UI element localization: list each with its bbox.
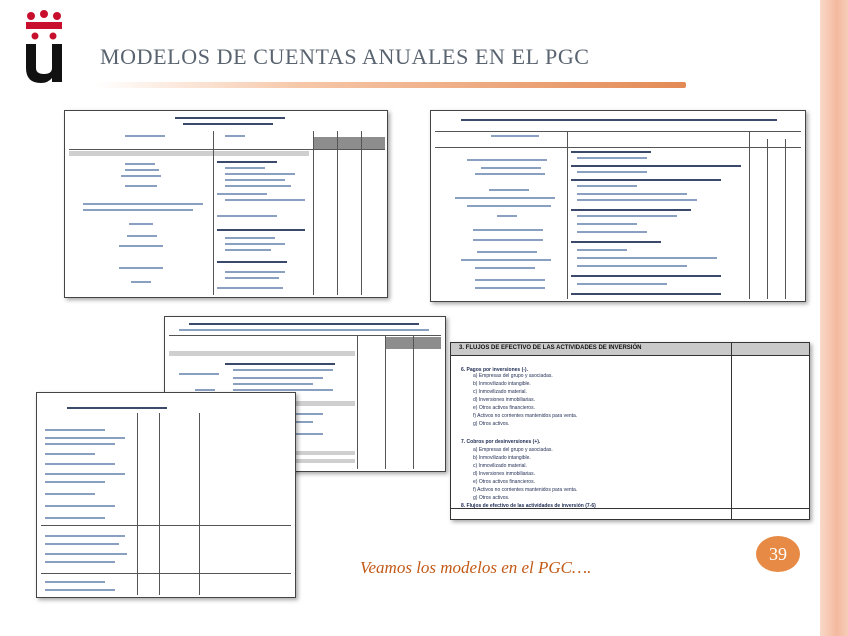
flujos-line: e) Otros activos financieros. [473, 405, 535, 411]
flujos-efectivo-inversion-document [450, 342, 810, 520]
balance-activo-thumbnail [64, 110, 388, 298]
flujos-line: 7. Cobros por desinversiones (+). [461, 439, 541, 445]
decorative-side-band [820, 0, 848, 636]
title-underline [96, 82, 686, 88]
flujos-line: c) Inmovilizado material. [473, 389, 527, 395]
flujos-line: b) Inmovilizado intangible. [473, 381, 531, 387]
flujos-line: 6. Pagos por inversiones (-). [461, 367, 528, 373]
flujos-line: c) Inmovilizado material. [473, 463, 527, 469]
slide-title: MODELOS DE CUENTAS ANUALES EN EL PGC [100, 44, 590, 69]
flujos-line: a) Empresas del grupo y asociadas. [473, 447, 553, 453]
memoria-thumbnail [36, 392, 296, 598]
flujos-line: g) Otros activos. [473, 421, 510, 427]
flujos-line: b) Inmovilizado intangible. [473, 455, 531, 461]
slide-caption: Veamos los modelos en el PGC…. [360, 558, 592, 577]
flujos-line: e) Otros activos financieros. [473, 479, 535, 485]
flujos-line: g) Otros activos. [473, 495, 510, 501]
flujos-line: a) Empresas del grupo y asociadas. [473, 373, 553, 379]
flujos-line: f) Activos no corrientes mantenidos para venta. [473, 487, 578, 493]
flujos-line: d) Inversiones inmobiliarias. [473, 471, 535, 477]
page-number-badge: 39 [756, 536, 800, 572]
university-crown-u-logo [22, 8, 66, 84]
flujos-line: 8. Flujos de efectivo de las actividades de inversión (7-6) [461, 503, 596, 509]
flujos-line: d) Inversiones inmobiliarias. [473, 397, 535, 403]
balance-pasivo-thumbnail [430, 110, 806, 302]
document-header: 3. FLUJOS DE EFECTIVO DE LAS ACTIVIDADES DE INVERSIÓN [459, 345, 642, 351]
document-header-bar [451, 343, 809, 356]
flujos-line: f) Activos no corrientes mantenidos para venta. [473, 413, 578, 419]
